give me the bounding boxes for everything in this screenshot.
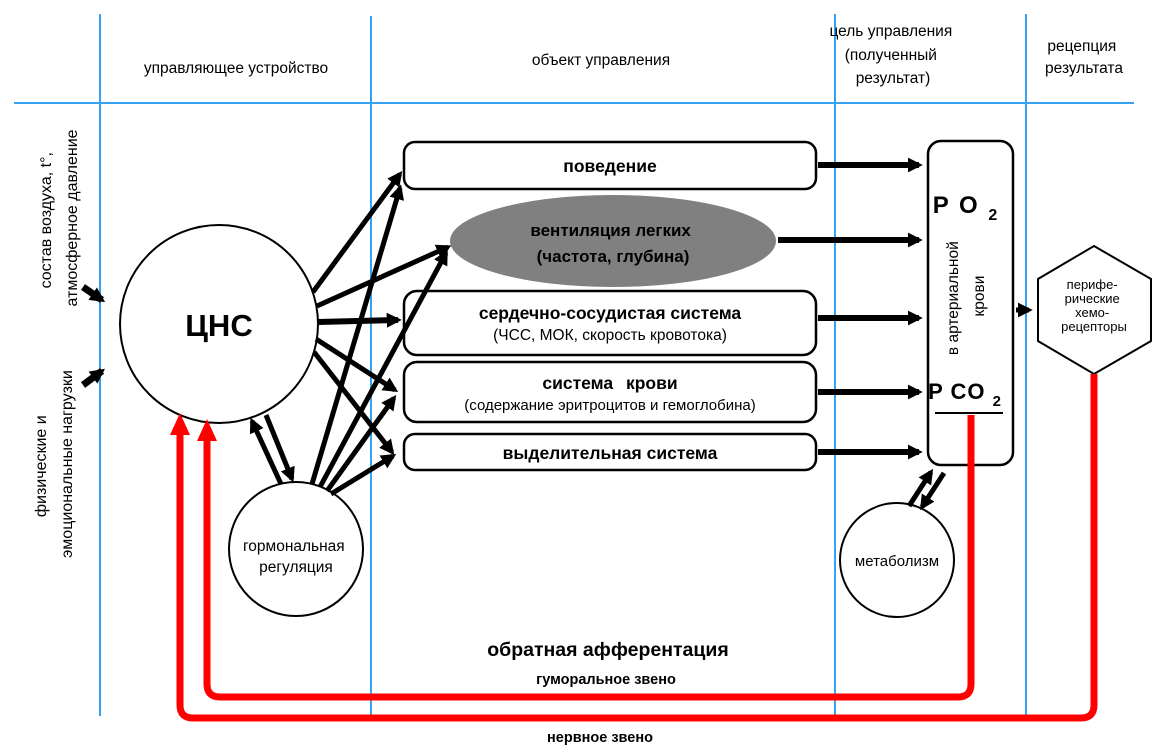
header-result-reception (1045, 38, 1123, 77)
hormonal-label-line2: регуляция (259, 559, 333, 576)
arterial-blood-line2: крови (971, 275, 988, 317)
chemoreceptor-label (1061, 277, 1127, 334)
header-control-device: управляющее устройство (143, 60, 329, 77)
header-control-goal-line1: цель управления (829, 23, 953, 40)
blood-subtitle: (содержание эритроцитов и гемоглобина) (464, 397, 756, 414)
feedback-title: обратная афферентация (487, 639, 729, 661)
po2-subscript: 2 (988, 207, 1000, 224)
arrow-hormonal-to-cns (252, 421, 281, 484)
neural-link-label: нервное звено (547, 730, 653, 746)
cardio-subtitle: (ЧСС, МОК, скорость кровотока) (493, 327, 727, 344)
header-control-goal (829, 23, 956, 87)
po2-main: P O (932, 192, 980, 219)
input-label-air-line1: состав воздуха, t°, (38, 152, 55, 289)
cardio-box (404, 291, 816, 355)
arrow-cns-to-hormonal (266, 415, 292, 479)
pco2-subscript: 2 (992, 393, 1002, 410)
input-label-loads-line1: физические и (33, 415, 50, 518)
input-label-loads-line2: эмоциональные нагрузки (59, 370, 76, 558)
pco2-main: P CO (928, 379, 986, 404)
input-label-air-line2: атмосферное давление (64, 129, 81, 307)
excretory-label: выделительная система (502, 443, 718, 463)
hormonal-label-line1: гормональная (242, 538, 345, 555)
header-result-reception-line2: результата (1045, 60, 1123, 77)
chemoreceptor-group (1038, 246, 1151, 374)
humoral-link-label: гуморальное звено (536, 672, 676, 688)
metabolism-label: метаболизм (854, 553, 940, 570)
chemoreceptor-line2: рические (1064, 291, 1120, 306)
header-control-object: объект управления (531, 52, 671, 69)
behavior-label: поведение (563, 156, 657, 176)
cardio-title: сердечно-сосудистая система (478, 303, 742, 323)
header-control-goal-line2: (полученный (844, 47, 937, 64)
input-label-loads (33, 370, 76, 558)
ventilation-ellipse (450, 195, 776, 287)
effector-boxes (404, 142, 816, 470)
blood-title: система крови (542, 373, 678, 393)
chemoreceptor-line4: рецепторы (1061, 319, 1127, 334)
ventilation-label-line2: (частота, глубина) (536, 247, 690, 266)
arterial-blood-line1: в артериальной (945, 241, 962, 356)
chemoreceptor-line3: хемо- (1075, 305, 1110, 320)
ventilation-label-line1: вентиляция легких (530, 221, 691, 240)
cns-label: ЦНС (185, 308, 253, 343)
header-result-reception-line1: рецепция (1047, 38, 1117, 55)
chemoreceptor-line1: перифе- (1066, 277, 1118, 292)
input-label-air (38, 129, 81, 306)
header-control-goal-line3: результат) (855, 70, 931, 87)
